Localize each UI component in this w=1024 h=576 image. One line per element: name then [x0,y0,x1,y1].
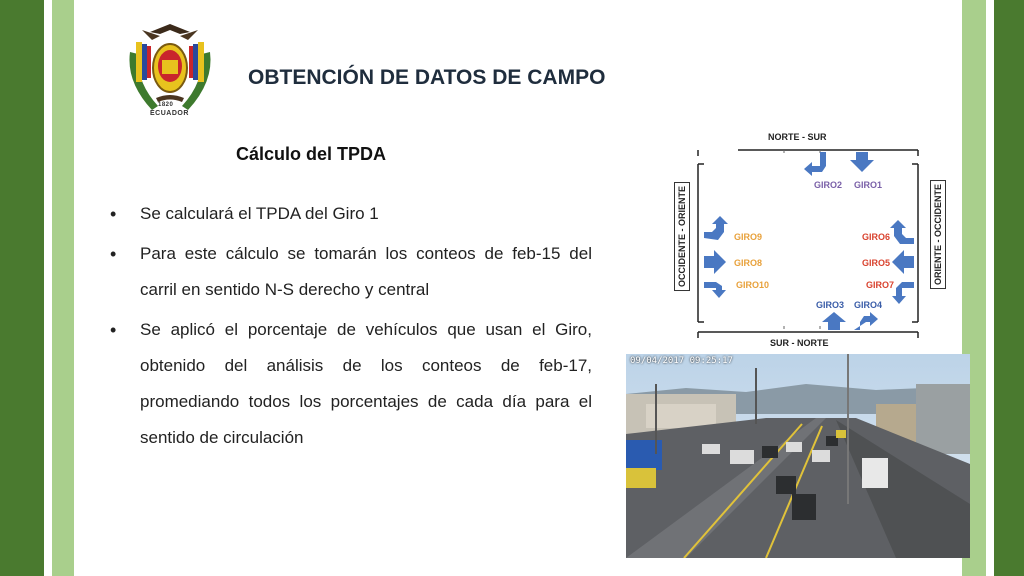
bullet-item: • Se calculará el TPDA del Giro 1 [108,196,592,232]
intersection-diagram [668,126,958,348]
label-giro7: GIRO7 [866,280,895,290]
label-giro6: GIRO6 [862,232,891,242]
label-norte-sur: NORTE - SUR [768,132,827,142]
label-oriente-occidente: ORIENTE - OCCIDENTE [930,180,946,289]
left-dark-band [0,0,44,576]
label-giro1: GIRO1 [854,180,883,190]
logo-year: 1820 [158,102,174,108]
label-giro10: GIRO10 [736,280,770,290]
label-giro2: GIRO2 [814,180,843,190]
right-dark-band [994,0,1024,576]
label-giro8: GIRO8 [734,258,763,268]
label-giro9: GIRO9 [734,232,763,242]
bullet-list [108,196,592,460]
camera-timestamp: 09/04/2017 09:25:17 [630,356,733,366]
traffic-camera-photo [626,354,970,558]
label-giro5: GIRO5 [862,258,891,268]
slide-subtitle: Cálculo del TPDA [236,144,387,164]
label-sur-norte: SUR - NORTE [770,338,829,348]
label-giro3: GIRO3 [816,300,845,310]
slide-title: OBTENCIÓN DE DATOS DE CAMPO [248,66,606,89]
label-giro4: GIRO4 [854,300,883,310]
bullet-item: • Para este cálculo se tomarán los conteos de feb-15 del carril en sentido N-S derecho y central [108,236,592,308]
logo-country: ECUADOR [150,110,189,117]
logo-caption [150,102,189,117]
bullet-item: • Se aplicó el porcentaje de vehículos que usan el Giro, obtenido del análisis de los conteos de feb-17, promediando todos los porcentajes de cada día para el sentido de circulación [108,312,592,456]
left-light-band [52,0,74,576]
label-occidente-oriente: OCCIDENTE - ORIENTE [674,182,690,291]
